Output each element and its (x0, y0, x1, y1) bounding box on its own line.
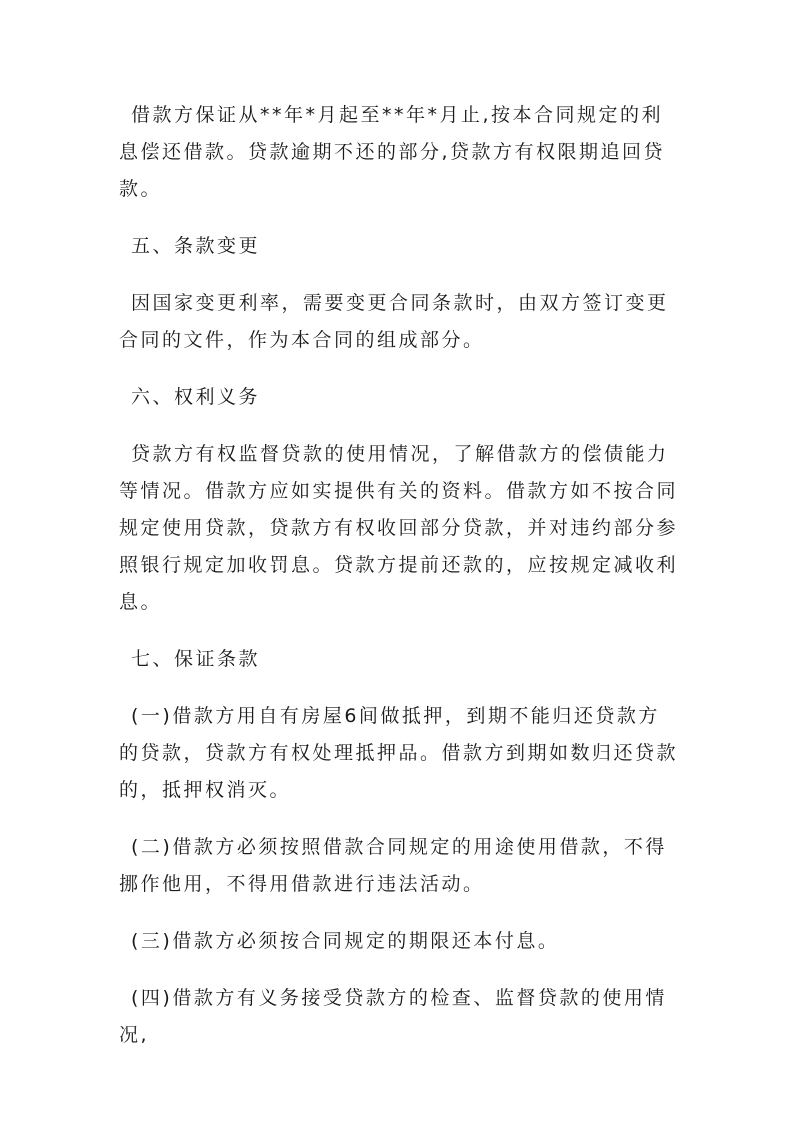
paragraph-rights-obligations: 贷款方有权监督贷款的使用情况，了解借款方的偿债能力等情况。借款方应如实提供有关的资料。借款方如不按合同规定使用贷款，贷款方有权收回部分贷款，并对违约部分参照银行规定加收罚息。贷款方提前还款的，应按规定减收利息。 (119, 443, 679, 613)
paragraph-guarantee-4: (四)借款方有义务接受贷款方的检查、监督贷款的使用情况, (119, 987, 667, 1046)
heading-section-7: 七、保证条款 (131, 648, 261, 670)
paragraph-guarantee-2: (二)借款方必须按照借款合同规定的用途使用借款，不得挪作他用，不得用借款进行违法活动。 (119, 836, 667, 895)
paragraph-guarantee-3: (三)借款方必须按合同规定的期限还本付息。 (131, 930, 560, 952)
heading-section-5: 五、条款变更 (131, 235, 261, 257)
document-body (119, 97, 679, 1054)
paragraph-rate-change: 因国家变更利率，需要变更合同条款时，由双方签订变更合同的文件，作为本合同的组成部分。 (119, 292, 669, 351)
heading-section-6: 六、权利义务 (131, 386, 261, 408)
paragraph-repayment-guarantee: 借款方保证从**年*月起至**年*月止,按本合同规定的利息偿还借款。贷款逾期不还的部分,贷款方有权限期追回贷款。 (119, 104, 666, 200)
paragraph-guarantee-1: (一)借款方用自有房屋6间做抵押，到期不能归还贷款方的贷款，贷款方有权处理抵押品。借款方到期如数归还贷款的，抵押权消灭。 (119, 705, 679, 801)
